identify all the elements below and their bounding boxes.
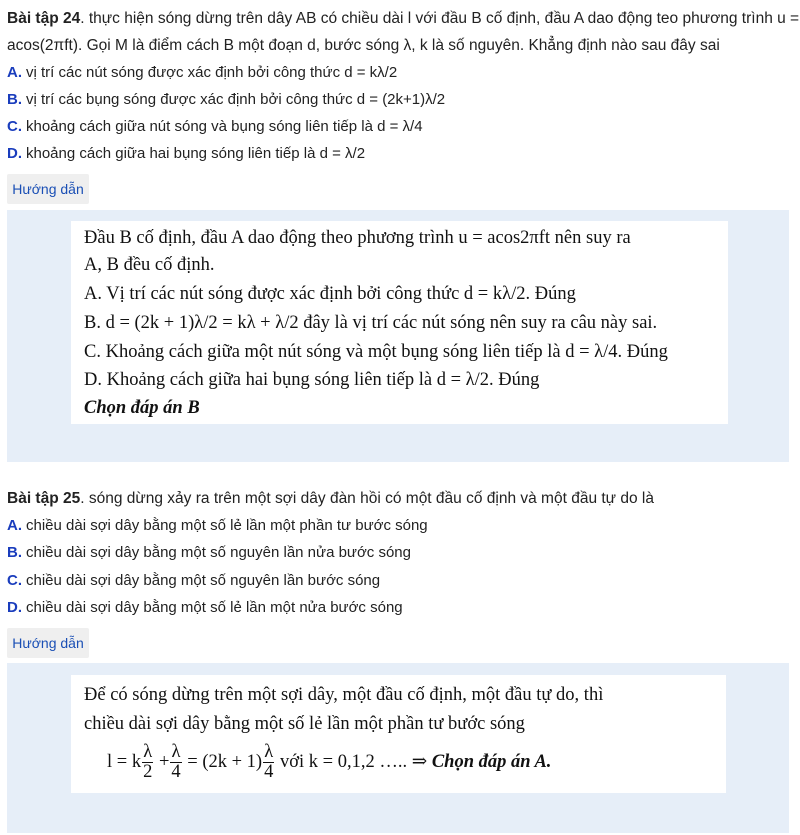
option-letter: B.	[7, 544, 22, 561]
solution-line: D. Khoảng cách giữa hai bụng sóng liên tiếp là d = λ/2. Đúng	[84, 370, 540, 390]
fraction-denominator: 4	[264, 762, 274, 782]
solution-line: B. d = (2k + 1)λ/2 = kλ + λ/2 đây là vị trí các nút sóng nên suy ra câu này sai.	[84, 313, 658, 333]
ex25-hint-button[interactable]: Hướng dẫn	[7, 628, 89, 658]
fraction-numerator: λ	[264, 742, 274, 762]
ex25-question-line1	[7, 489, 654, 509]
solution-answer: Chọn đáp án A.	[431, 751, 552, 772]
option-letter: A.	[7, 64, 22, 81]
ex25-option-b[interactable]	[7, 543, 411, 563]
ex24-solution-card	[71, 221, 728, 424]
ex24-option-d[interactable]	[7, 144, 365, 164]
ex25-option-a[interactable]	[7, 516, 428, 536]
formula-mid: = (2k + 1)	[187, 751, 263, 772]
fraction-denominator: 4	[171, 762, 181, 782]
fraction-numerator: λ	[143, 742, 153, 762]
solution-line: chiều dài sợi dây bằng một số lẻ lần một phần tư bước sóng	[84, 714, 525, 734]
option-letter: A.	[7, 517, 22, 534]
fraction-lambda-over-4	[263, 743, 274, 782]
ex25-title: Bài tập 25	[7, 490, 81, 507]
option-text: khoảng cách giữa hai bụng sóng liên tiếp là d = λ/2	[26, 145, 366, 162]
formula-plus: +	[158, 751, 170, 772]
option-letter: D.	[7, 599, 22, 616]
formula-tail: với k = 0,1,2 ….. ⇒	[279, 751, 428, 772]
fraction-lambda-over-2	[142, 743, 153, 782]
solution-formula	[107, 743, 551, 782]
option-letter: C.	[7, 118, 22, 135]
solution-line: Để có sóng dừng trên một sợi dây, một đầu cố định, một đầu tự do, thì	[84, 685, 604, 705]
option-text: chiều dài sợi dây bằng một số lẻ lần một nửa bước sóng	[26, 599, 403, 616]
option-text: chiều dài sợi dây bằng một số lẻ lần một phần tư bước sóng	[26, 517, 428, 534]
option-text: chiều dài sợi dây bằng một số nguyên lần nửa bước sóng	[26, 544, 411, 561]
ex24-question-text: . thực hiện sóng dừng trên dây AB có chiều dài l với đầu B cố định, đầu A dao động teo phương trình u =	[80, 10, 800, 27]
ex25-option-c[interactable]	[7, 571, 380, 591]
fraction-numerator: λ	[171, 742, 181, 762]
ex24-hint-button[interactable]: Hướng dẫn	[7, 174, 89, 204]
ex24-option-c[interactable]	[7, 117, 423, 137]
ex24-option-b[interactable]	[7, 90, 445, 110]
option-text: vị trí các nút sóng được xác định bởi công thức d = kλ/2	[26, 64, 398, 81]
option-text: khoảng cách giữa nút sóng và bụng sóng liên tiếp là d = λ/4	[26, 118, 423, 135]
solution-line: C. Khoảng cách giữa một nút sóng và một bụng sóng liên tiếp là d = λ/4. Đúng	[84, 342, 668, 362]
formula-lhs: l = k	[107, 751, 142, 772]
ex25-option-d[interactable]	[7, 598, 403, 618]
ex24-title: Bài tập 24	[7, 10, 81, 27]
ex25-question-text: . sóng dừng xảy ra trên một sợi dây đàn hồi có một đầu cố định và một đầu tự do là	[80, 490, 654, 507]
fraction-denominator: 2	[143, 762, 153, 782]
option-letter: B.	[7, 91, 22, 108]
solution-line: A, B đều cố định.	[84, 255, 215, 275]
ex25-solution-card	[71, 675, 726, 793]
ex24-question-line2: acos(2πft). Gọi M là điểm cách B một đoạn d, bước sóng λ, k là số nguyên. Khẳng định nào sau đây sai	[7, 37, 720, 54]
option-text: chiều dài sợi dây bằng một số nguyên lần bước sóng	[26, 572, 381, 589]
ex24-option-a[interactable]	[7, 63, 397, 83]
solution-line: Đầu B cố định, đầu A dao động theo phương trình u = acos2πft nên suy ra	[84, 228, 631, 248]
ex24-question-line1	[7, 9, 799, 29]
solution-line: A. Vị trí các nút sóng được xác định bởi công thức d = kλ/2. Đúng	[84, 284, 576, 304]
solution-answer: Chọn đáp án B	[84, 398, 200, 418]
option-letter: D.	[7, 145, 22, 162]
option-text: vị trí các bụng sóng được xác định bởi công thức d = (2k+1)λ/2	[26, 91, 446, 108]
option-letter: C.	[7, 572, 22, 589]
fraction-lambda-over-4	[170, 743, 181, 782]
